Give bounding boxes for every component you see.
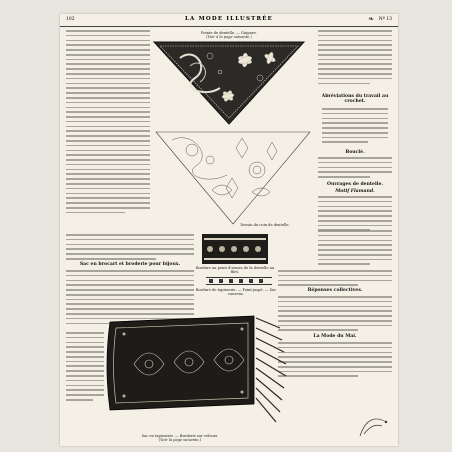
decorative-flourish-icon [356,412,390,440]
bag-caption: Sac en tapisserie. — Broderie sur velours. [141,434,219,438]
may-fashion-heading: La Mode du Mai. [313,334,357,339]
lace-pattern-drawing [152,130,314,228]
collective-replies-heading: Réponses collectives. [307,288,363,293]
tapestry-strip-illustration [206,276,272,286]
issue-number: Nº 13 [378,17,392,22]
page-header [60,14,398,27]
flemish-motif-subheading: Motif Flamand. [335,189,375,194]
lace-corner-subcaption: (Voir à la page suivante.) [206,35,252,39]
page-number: 102 [66,17,75,22]
paraph-ornament-icon: ❧ [368,15,374,23]
bag-subcaption: (Voir la page suivante.) [158,438,202,442]
lace-pattern-caption: Dessin du coin de dentelle. [240,223,290,227]
embroidered-bag-illustration [104,314,294,432]
embroidery-band-illustration [202,234,268,264]
left-section-heading: Sac en brocart et broderie pour bijoux. [79,262,181,267]
lace-corner-illustration [150,38,308,128]
lace-corner-caption: Pointe de dentelle. — Guipure. [201,31,257,35]
embroidery-band-caption: Bordure au point d'armes de la dentelle au filet. [195,266,275,274]
tapestry-caption: Bordure de tapisserie. — Point-jaspé. — Sur canevas. [195,288,277,296]
left-column-text [66,30,150,235]
crochet-abbreviations-heading: Abréviations du travail au crochet. [321,94,389,104]
journal-title: LA MODE ILLUSTRÉE [184,16,274,22]
boucle-heading: Bouclé. [345,150,365,155]
lace-works-heading: Ouvrages de dentelle. [327,182,383,187]
journal-page [60,14,398,446]
